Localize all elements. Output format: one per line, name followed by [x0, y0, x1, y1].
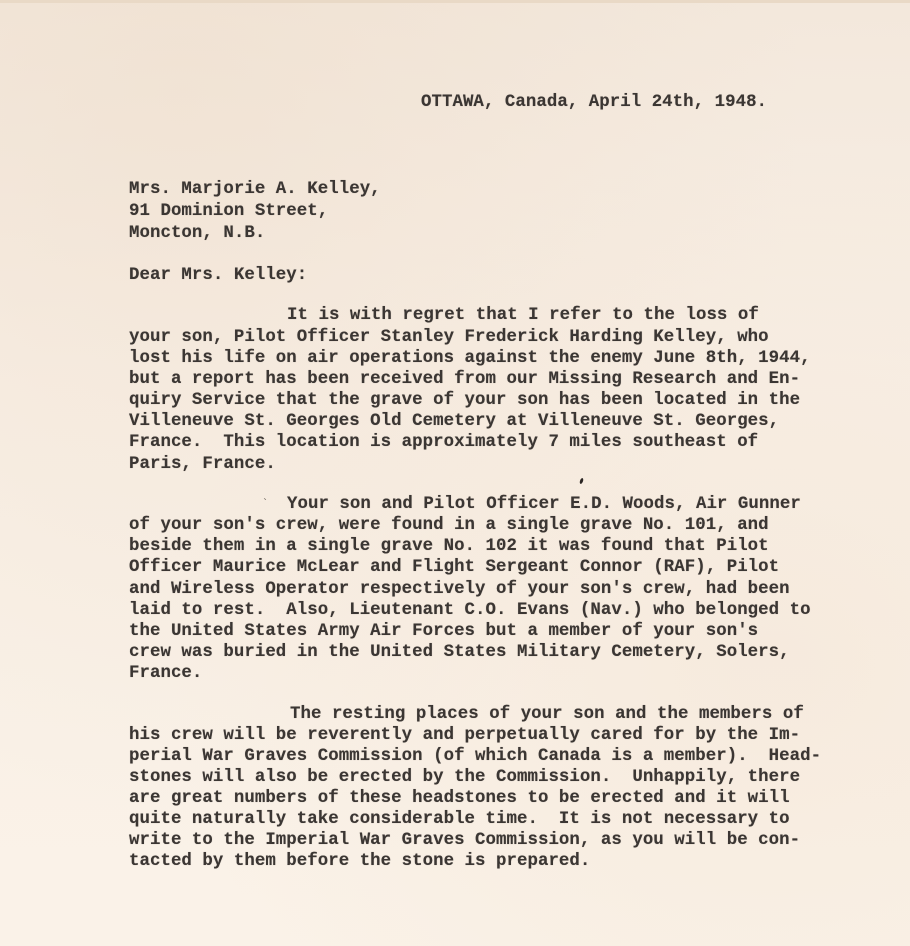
paragraph-line: the United States Army Air Forces but a member of your son's	[129, 622, 759, 641]
paragraph-line: but a report has been received from our Missing Research and En-	[129, 370, 801, 389]
paragraph-line: his crew will be reverently and perpetually cared for by the Im-	[129, 726, 801, 745]
paragraph-line: quiry Service that the grave of your son has been located in the	[129, 391, 801, 410]
paragraph-line: write to the Imperial War Graves Commission, as you will be con-	[129, 831, 801, 850]
paragraph-line: of your son's crew, were found in a single grave No. 101, and	[129, 516, 769, 535]
paragraph-line: perial War Graves Commission (of which Canada is a member). Head-	[129, 747, 822, 766]
paragraph-line: beside them in a single grave No. 102 it was found that Pilot	[129, 537, 769, 556]
dateline: OTTAWA, Canada, April 24th, 1948.	[421, 93, 768, 112]
tick-mark-icon: `	[263, 498, 268, 509]
paragraph-line: Officer Maurice McLear and Flight Sergeant Connor (RAF), Pilot	[129, 558, 780, 577]
paragraph-line: tacted by them before the stone is prepared.	[129, 852, 591, 871]
ink-speck-mark	[579, 478, 584, 485]
paragraph-line: Villeneuve St. Georges Old Cemetery at Villeneuve St. Georges,	[129, 412, 780, 431]
paragraph-line: It is with regret that I refer to the loss of	[287, 306, 759, 325]
paragraph-line: your son, Pilot Officer Stanley Frederick Harding Kelley, who	[129, 328, 769, 347]
address-line-street: 91 Dominion Street,	[129, 202, 329, 221]
salutation: Dear Mrs. Kelley:	[129, 266, 308, 285]
paragraph-line: lost his life on air operations against the enemy June 8th, 1944,	[129, 349, 811, 368]
paragraph-line: The resting places of your son and the members of	[290, 705, 804, 724]
paragraph-line: Your son and Pilot Officer E.D. Woods, Air Gunner	[287, 495, 801, 514]
paragraph-line: stones will also be erected by the Commission. Unhappily, there	[129, 768, 801, 787]
address-line-city: Moncton, N.B.	[129, 224, 266, 243]
paragraph-line: quite naturally take considerable time. It is not necessary to	[129, 810, 790, 829]
paragraph-line: laid to rest. Also, Lieutenant C.O. Evans (Nav.) who belonged to	[129, 601, 811, 620]
paragraph-line: France. This location is approximately 7 miles southeast of	[129, 433, 759, 452]
paragraph-line: are great numbers of these headstones to be erected and it will	[129, 789, 790, 808]
paragraph-line: France.	[129, 664, 203, 683]
paragraph-line: crew was buried in the United States Military Cemetery, Solers,	[129, 643, 790, 662]
paragraph-line: and Wireless Operator respectively of your son's crew, had been	[129, 580, 790, 599]
paper-top-edge	[0, 0, 910, 3]
address-line-name: Mrs. Marjorie A. Kelley,	[129, 180, 381, 199]
paragraph-line: Paris, France.	[129, 455, 276, 474]
